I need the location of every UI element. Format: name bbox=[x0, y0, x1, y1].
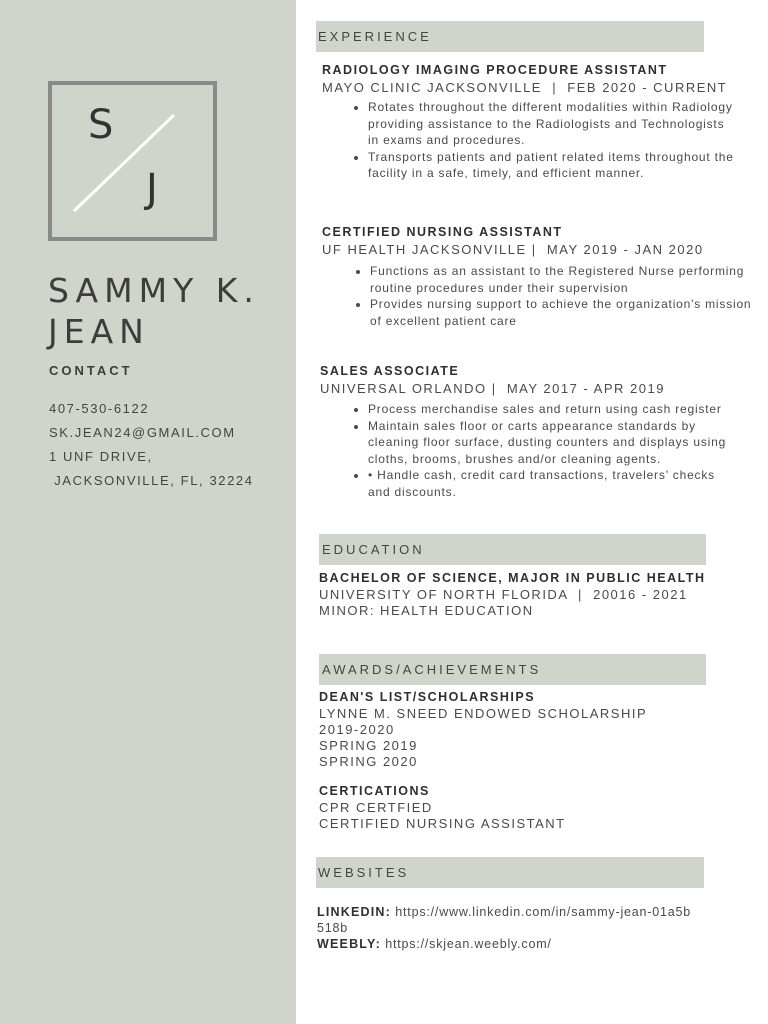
award-line: SPRING 2019 bbox=[319, 738, 418, 753]
weebly-link[interactable]: https://skjean.weebly.com/ bbox=[380, 937, 552, 951]
job-bullets bbox=[352, 401, 738, 500]
job-title: CERTIFIED NURSING ASSISTANT bbox=[322, 225, 563, 239]
job-bullets bbox=[352, 99, 734, 182]
education-degree: BACHELOR OF SCIENCE, MAJOR IN PUBLIC HEALTH bbox=[319, 571, 706, 585]
job-bullet: • Maintain sales floor or carts appearance standards by cleaning floor surface, dusting counters and displays using cloths, brooms, brushes and/or cleaning agents. bbox=[368, 418, 738, 468]
education-heading: EDUCATION bbox=[319, 534, 706, 565]
contact-address-line-1: 1 UNF DRIVE, bbox=[49, 449, 153, 464]
award-line: SPRING 2020 bbox=[319, 754, 418, 769]
monogram-slash bbox=[52, 85, 213, 237]
award-line: 2019-2020 bbox=[319, 722, 395, 737]
linkedin-label: LINKEDIN: bbox=[317, 905, 391, 919]
education-school: UNIVERSITY OF NORTH FLORIDA | 20016 - 2021 bbox=[319, 587, 688, 602]
education-minor: MINOR: HEALTH EDUCATION bbox=[319, 603, 534, 618]
weebly-label: WEEBLY: bbox=[317, 937, 381, 951]
job-bullet: • Rotates throughout the different modalities within Radiology providing assistance to the Radiologists and Technologists in exams and procedures. bbox=[368, 99, 734, 149]
certification-line: CERTIFIED NURSING ASSISTANT bbox=[319, 816, 566, 831]
certifications-heading: CERTICATIONS bbox=[319, 784, 430, 798]
contact-email: SK.JEAN24@GMAIL.COM bbox=[49, 425, 236, 440]
sidebar bbox=[0, 0, 296, 1024]
job-bullet: • • Handle cash, credit card transactions, travelers’ checks and discounts. bbox=[368, 467, 738, 500]
job-title: SALES ASSOCIATE bbox=[320, 364, 460, 378]
name-line-1: SAMMY K. bbox=[48, 271, 260, 310]
contact-phone: 407-530-6122 bbox=[49, 401, 150, 416]
job-meta: UF HEALTH JACKSONVILLE | MAY 2019 - JAN 2020 bbox=[322, 242, 704, 257]
job-meta: MAYO CLINIC JACKSONVILLE | FEB 2020 - CURRENT bbox=[322, 80, 728, 95]
name-line-2: JEAN bbox=[48, 312, 150, 351]
job-bullet: • Transports patients and patient related items throughout the facility in a safe, timely, and efficient manner. bbox=[368, 149, 734, 182]
experience-heading: EXPERIENCE bbox=[316, 21, 704, 52]
monogram-letter-s: S bbox=[88, 102, 114, 148]
linkedin-entry bbox=[317, 904, 697, 936]
deans-list-heading: DEAN'S LIST/SCHOLARSHIPS bbox=[319, 690, 536, 704]
monogram-letter-j: J bbox=[146, 166, 158, 212]
monogram-logo bbox=[48, 81, 217, 241]
job-meta: UNIVERSAL ORLANDO | MAY 2017 - APR 2019 bbox=[320, 381, 665, 396]
job-bullet: • Functions as an assistant to the Registered Nurse performing routine procedures under their supervision bbox=[370, 263, 754, 296]
websites-heading: WEBSITES bbox=[316, 857, 704, 888]
award-line: LYNNE M. SNEED ENDOWED SCHOLARSHIP bbox=[319, 706, 648, 721]
weebly-entry bbox=[317, 936, 697, 952]
certification-line: CPR CERTFIED bbox=[319, 800, 433, 815]
contact-heading: CONTACT bbox=[49, 363, 133, 378]
job-bullet: • Provides nursing support to achieve the organization's mission of excellent patient care bbox=[370, 296, 754, 329]
person-name bbox=[48, 270, 288, 352]
job-bullets bbox=[354, 263, 754, 329]
job-title: RADIOLOGY IMAGING PROCEDURE ASSISTANT bbox=[322, 63, 668, 77]
linkedin-link[interactable]: https://www.linkedin.com/in/sammy-jean-01a5b518b bbox=[317, 905, 692, 935]
contact-address-line-2: JACKSONVILLE, FL, 32224 bbox=[49, 473, 254, 488]
awards-heading: AWARDS/ACHIEVEMENTS bbox=[319, 654, 706, 685]
job-bullet: • Process merchandise sales and return using cash register bbox=[368, 401, 738, 418]
